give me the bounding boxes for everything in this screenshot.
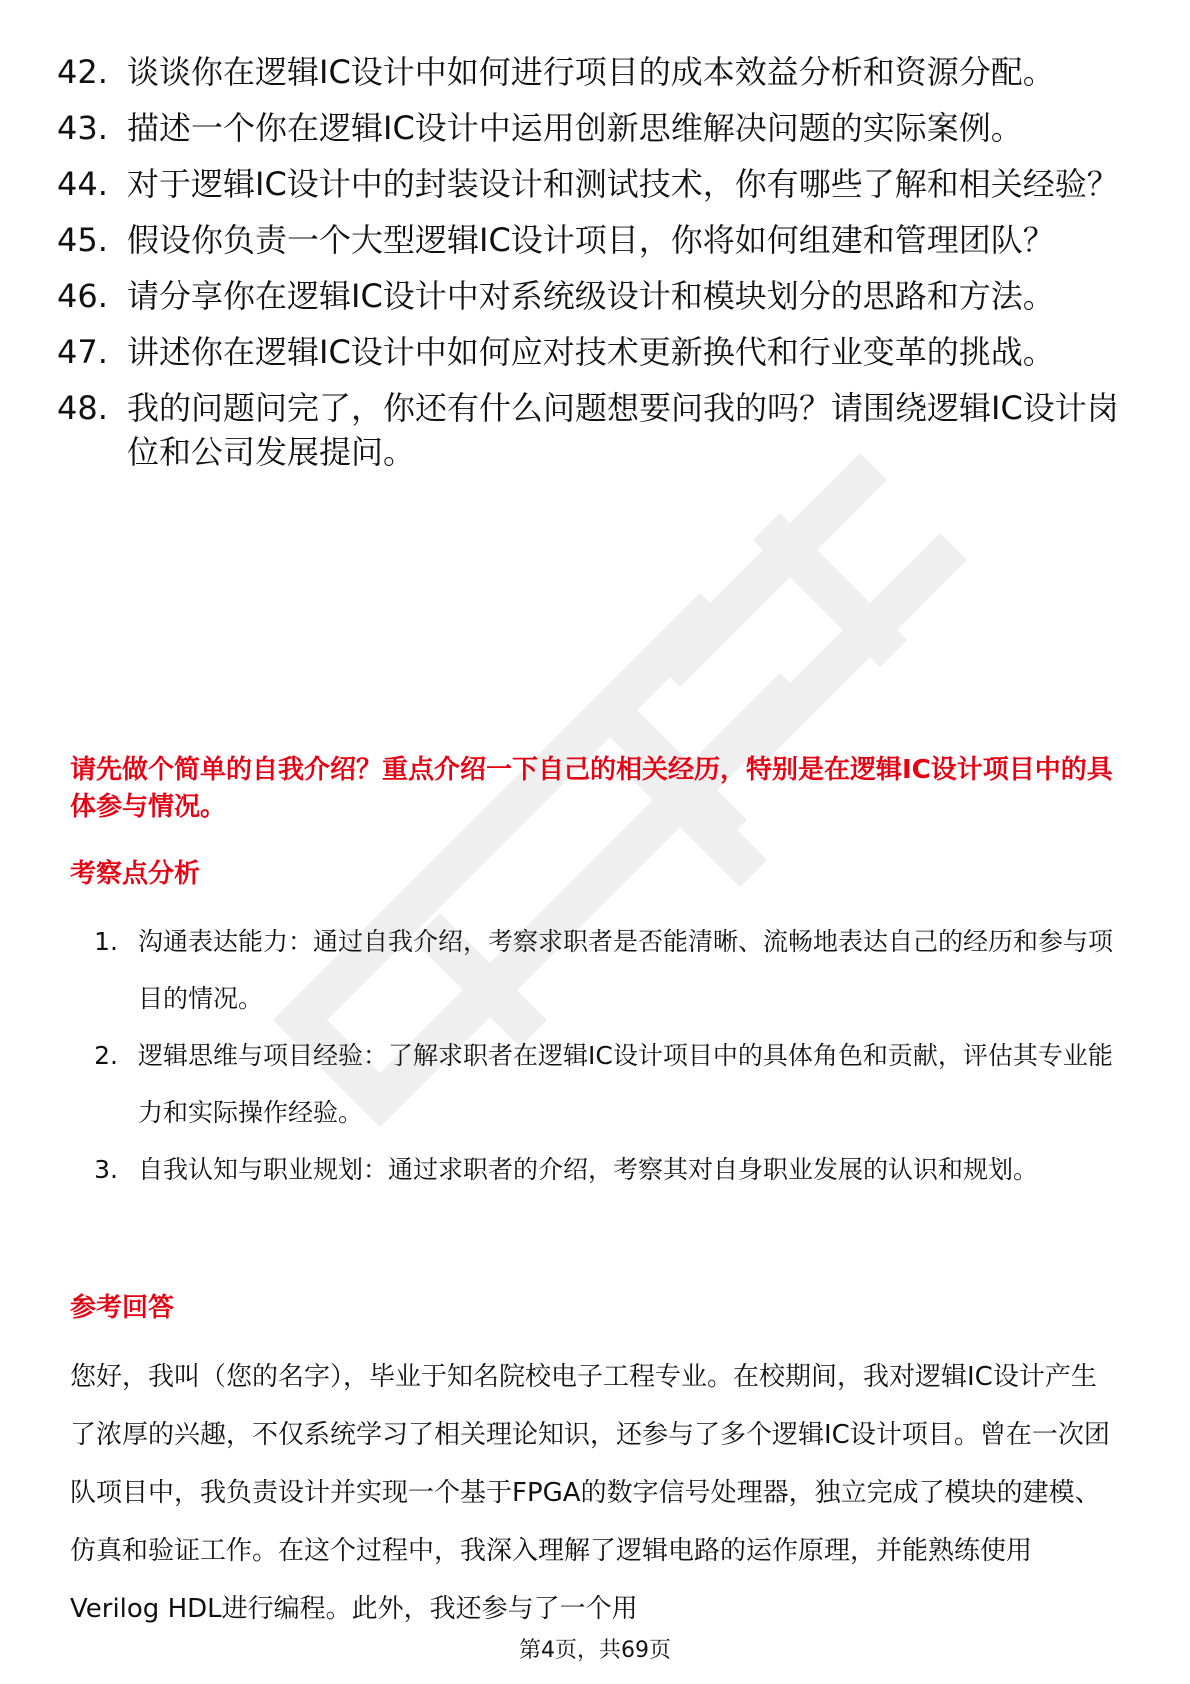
question-number: 46.	[57, 277, 108, 315]
question-text: 假设你负责一个大型逻辑IC设计项目，你将如何组建和管理团队？	[127, 221, 1055, 259]
analysis-list	[70, 913, 1120, 1198]
question-text: 讲述你在逻辑IC设计中如何应对技术更新换代和行业变革的挑战。	[127, 333, 1055, 371]
analysis-title: 考察点分析	[70, 859, 201, 889]
question-item	[57, 330, 1137, 374]
analysis-item	[70, 1027, 1120, 1141]
highlight-question: 请先做个简单的自我介绍？重点介绍一下自己的相关经历，特别是在逻辑IC设计项目中的具体参与情况。	[70, 755, 1113, 822]
question-number: 42.	[57, 53, 108, 91]
question-item	[57, 162, 1137, 206]
question-number: 45.	[57, 221, 108, 259]
question-item	[57, 106, 1137, 150]
question-text: 请分享你在逻辑IC设计中对系统级设计和模块划分的思路和方法。	[127, 277, 1055, 315]
question-number: 43.	[57, 109, 108, 147]
question-text: 我的问题问完了，你还有什么问题想要问我的吗？请围绕逻辑IC设计岗位和公司发展提问。	[127, 389, 1119, 471]
question-item	[57, 218, 1137, 262]
analysis-number: 2.	[94, 1041, 118, 1070]
analysis-text: 自我认知与职业规划：通过求职者的介绍，考察其对自身职业发展的认识和规划。	[138, 1155, 1039, 1184]
reference-answer: 您好，我叫（您的名字），毕业于知名院校电子工程专业。在校期间，我对逻辑IC设计产生了浓厚的兴趣，不仅系统学习了相关理论知识，还参与了多个逻辑IC设计项目。曾在一次团队项目中，我负责设计并实现一个基于FPGA的数字信号处理器，独立完成了模块的建模、仿真和验证工作。在这个过程中，我深入理解了逻辑电路的运作原理，并能熟练使用Verilog HDL进行编程。此外，我还参与了一个用	[70, 1362, 1110, 1624]
analysis-item	[70, 1141, 1120, 1198]
question-number: 47.	[57, 333, 108, 371]
analysis-number: 3.	[94, 1155, 118, 1184]
question-item	[57, 274, 1137, 318]
analysis-number: 1.	[94, 927, 118, 956]
question-text: 谈谈你在逻辑IC设计中如何进行项目的成本效益分析和资源分配。	[127, 53, 1055, 91]
analysis-item	[70, 913, 1120, 1027]
analysis-text: 沟通表达能力：通过自我介绍，考察求职者是否能清晰、流畅地表达自己的经历和参与项目的情况。	[138, 927, 1114, 1013]
analysis-text: 逻辑思维与项目经验：了解求职者在逻辑IC设计项目中的具体角色和贡献，评估其专业能力和实际操作经验。	[138, 1041, 1113, 1127]
question-text: 描述一个你在逻辑IC设计中运用创新思维解决问题的实际案例。	[127, 109, 1023, 147]
question-item	[57, 50, 1137, 94]
question-text: 对于逻辑IC设计中的封装设计和测试技术，你有哪些了解和相关经验？	[127, 165, 1119, 203]
question-item	[57, 386, 1137, 474]
reference-title: 参考回答	[70, 1293, 175, 1323]
question-number: 48.	[57, 389, 108, 427]
question-number: 44.	[57, 165, 108, 203]
question-list	[57, 50, 1137, 486]
page-footer: 第4页，共69页	[519, 1638, 671, 1663]
